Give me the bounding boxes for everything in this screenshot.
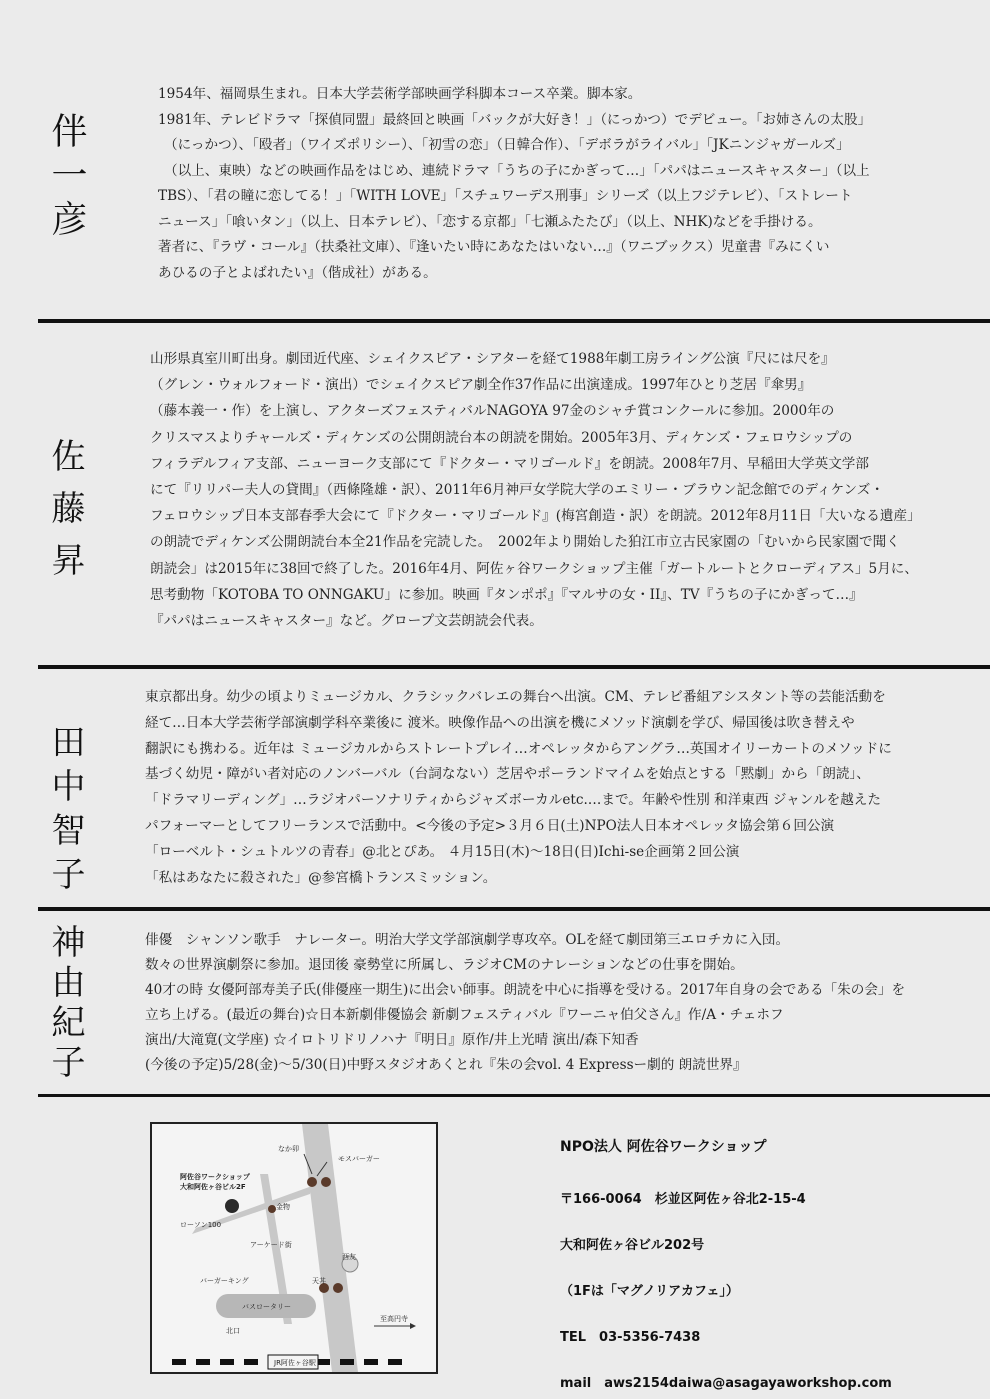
- bio-line: 基づく幼児・障がい者対応のノンバーバル（台詞なない）芝居やポーランドマイムを始点とする「黙劇」から「朗読」、: [145, 766, 870, 783]
- map-label: なか卯: [278, 1145, 299, 1153]
- email[interactable]: mail aws2154daiwa@asagayaworkshop.com: [560, 1376, 892, 1391]
- map-label: ローソン100: [180, 1221, 222, 1229]
- map-label: モスバーガー: [338, 1155, 380, 1163]
- bio-line: パフォーマーとしてフリーランスで活動中。<今後の予定>３月６日(土)NPO法人日本オペレッタ協会第６回公演: [145, 817, 835, 834]
- profile-bio: [145, 685, 892, 891]
- bio-line: 「私はあなたに殺された」@参宮橋トランスミッション。: [145, 869, 497, 886]
- org-name: NPO法人 阿佐谷ワークショップ: [560, 1139, 767, 1155]
- bio-line: 40才の時 女優阿部寿美子氏(俳優座一期生)に出会い師事。朗読を中心に指導を受ける。2017年自身の会である「朱の会」を: [145, 982, 906, 998]
- profile-name: 田中智子: [45, 724, 85, 900]
- access-map: [150, 1122, 438, 1374]
- shop-marker: [321, 1177, 331, 1187]
- map-label: 天丼: [312, 1277, 326, 1285]
- profile-name: 神由紀子: [45, 924, 85, 1084]
- bio-line: 数々の世界演劇祭に参加。退団後 豪勢堂に所属し、ラジオCMのナレーションなどの仕事を開始。: [145, 957, 744, 973]
- map-label: 阿佐谷ワークショップ: [180, 1173, 250, 1181]
- bio-line: （にっかつ）、「殴者」（ワイズポリシー）、「初雪の恋」（日韓合作）、「デボラがライバル」「JKニンジャガールズ」: [164, 137, 850, 153]
- map-drawing: [152, 1124, 436, 1372]
- bio-line: にて『リリパー夫人の貸間』（西條隆雄・訳）、2011年6月神戸女学院大学のエミリー・ブラウン記念館でのディケンズ・: [150, 482, 884, 499]
- bio-line: 著者に、『ラヴ・コール』（扶桑社文庫）、『逢いたい時にあなたはいない…』（ワニブックス）児童書『みにくい: [158, 239, 830, 255]
- map-label: 大和阿佐ヶ谷ビル2F: [180, 1183, 246, 1191]
- bio-line: クリスマスよりチャールズ・ディケンズの公開朗読台本の朗読を開始。2005年3月、ディケンズ・フェロウシップの: [150, 429, 853, 446]
- bio-line: の朗読でディケンズ公開朗読台本全21作品を完読した。 2002年より開始した狛江市立古民家園の「むいから民家園で聞く: [150, 534, 900, 551]
- workshop-marker: [225, 1199, 239, 1213]
- section-divider: [38, 907, 990, 911]
- bio-line: 経て…日本大学芸術学部演劇学科卒業後に 渡米。映像作品への出演を機にメソッド演劇を学び、帰国後は吹き替えや: [145, 714, 855, 731]
- shop-marker: [333, 1283, 343, 1293]
- bio-line: 「ローベルト・シュトルツの青春」@北とぴあ。 ４月15日(木)～18日(日)Ichi-se企画第２回公演: [145, 843, 740, 860]
- building-note: （1Fは「マグノリアカフェ」）: [560, 1284, 739, 1299]
- shop-marker: [268, 1205, 276, 1213]
- bio-line: ニュース」「喰いタン」（以上、日本テレビ）、「恋する京都」「七瀬ふたたび」（以上、NHK)などを手掛ける。: [158, 213, 822, 230]
- map-label: JR阿佐ヶ谷駅: [274, 1359, 316, 1367]
- profile-name: 佐藤昇: [45, 438, 85, 594]
- bio-line: 「ドラマリーディング」…ラジオパーソナリティからジャズボーカルetc.…まで。年齢や性別 和洋東西 ジャンルを越えた: [145, 792, 881, 809]
- postal-address: 〒166-0064 杉並区阿佐ヶ谷北2-15-4: [560, 1192, 806, 1207]
- profile-bio: [158, 82, 871, 286]
- bio-line: 翻訳にも携わる。近年は ミュージカルからストレートプレイ…オペレッタからアングラ…英国オイリーカートのメソッドに: [145, 740, 892, 757]
- bio-line: (今後の予定)5/28(金)～5/30(日)中野スタジオあくとれ『朱の会vol. 4 Expressー劇的 朗読世界』: [145, 1057, 747, 1073]
- bio-line: 『パパはニュースキャスター』など。グロープ文芸朗読会代表。: [150, 613, 543, 630]
- section-divider: [38, 1094, 990, 1097]
- section-divider: [38, 319, 990, 323]
- bio-line: あひるの子とよばれたい』（偕成社）がある。: [158, 264, 437, 281]
- bio-line: TBS）、「君の瞳に恋してる！」「WITH LOVE」「スチュワーデス刑事」シリーズ（以上フジテレビ）、「ストレート: [158, 188, 853, 204]
- section-divider: [38, 665, 990, 669]
- bio-line: 1954年、福岡県生まれ。日本大学芸術学部映画学科脚本コース卒業。脚本家。: [158, 86, 642, 102]
- bio-line: フェロウシップ日本支部春季大会にて『ドクター・マリゴールド』(梅宮創造・訳）を朗読。2012年8月11日「大いなる遺産」: [150, 508, 921, 525]
- profile-bio: [145, 928, 905, 1078]
- bio-line: 演出/大滝寛(文学座) ☆イロトリドリノハナ『明日』原作/井上光晴 演出/森下知香: [145, 1032, 639, 1048]
- map-label: 北口: [226, 1327, 240, 1335]
- bio-line: （以上、東映）などの映画作品をはじめ、連続ドラマ「うちの子にかぎって…」「パパはニュースキャスター」（以上: [164, 162, 870, 179]
- map-label: バスロータリー: [242, 1303, 291, 1311]
- shop-marker: [307, 1177, 317, 1187]
- telephone: TEL 03-5356-7438: [560, 1330, 701, 1345]
- bio-line: （藤本義一・作）を上演し、アクターズフェスティバルNAGOYA 97金のシャチ賞コンクールに参加。2000年の: [150, 403, 835, 420]
- map-label: バーガーキング: [200, 1277, 249, 1285]
- bio-line: 東京都出身。幼少の頃よりミュージカル、クラシックバレエの舞台へ出演。CM、テレビ番組アシスタント等の芸能活動を: [145, 689, 886, 705]
- map-label: 至高円寺: [380, 1315, 408, 1323]
- profile-bio: [150, 346, 921, 634]
- map-label: アーケード街: [250, 1241, 292, 1249]
- bio-line: 立ち上げる。(最近の舞台)☆日本新劇俳優協会 新劇フェスティバル『ワーニャ伯父さん』作/A・チェホフ: [145, 1007, 784, 1023]
- profile-name: 伴一彦: [46, 112, 87, 244]
- direction-arrowhead: [410, 1323, 416, 1329]
- bio-line: 朗読会」は2015年に38回で終了した。2016年4月、阿佐ヶ谷ワークショップ主催「ガートルートとクローディアス」5月に、: [150, 560, 918, 577]
- building-address: 大和阿佐ヶ谷ビル202号: [560, 1238, 705, 1253]
- map-label: 西友: [342, 1253, 356, 1261]
- bio-line: フィラデルフィア支部、ニューヨーク支部にて『ドクター・マリゴールド』を朗読。2008年7月、早稲田大学英文学部: [150, 455, 869, 472]
- map-label: 金物: [276, 1203, 290, 1211]
- bio-line: 俳優 シャンソン歌手 ナレーター。明治大学文学部演劇学専攻卒。OLを経て劇団第三エロチカに入団。: [145, 932, 790, 948]
- bio-line: （グレン・ウォルフォード・演出）でシェイクスピア劇全作37作品に出演達成。1997年ひとり芝居『傘男』: [150, 377, 812, 394]
- bio-line: 1981年、テレビドラマ「探偵同盟」最終回と映画「バックが大好き！」（にっかつ）でデビュー。「お姉さんの太股」: [158, 111, 872, 128]
- bio-line: 思考動物「KOTOBA TO ONNGAKU」に参加。映画『タンポポ』『マルサの女・II』、TV『うちの子にかぎって…』: [150, 586, 863, 603]
- bio-line: 山形県真室川町出身。劇団近代座、シェイクスピア・シアターを経て1988年劇工房ライング公演『尺には尺を』: [150, 351, 835, 367]
